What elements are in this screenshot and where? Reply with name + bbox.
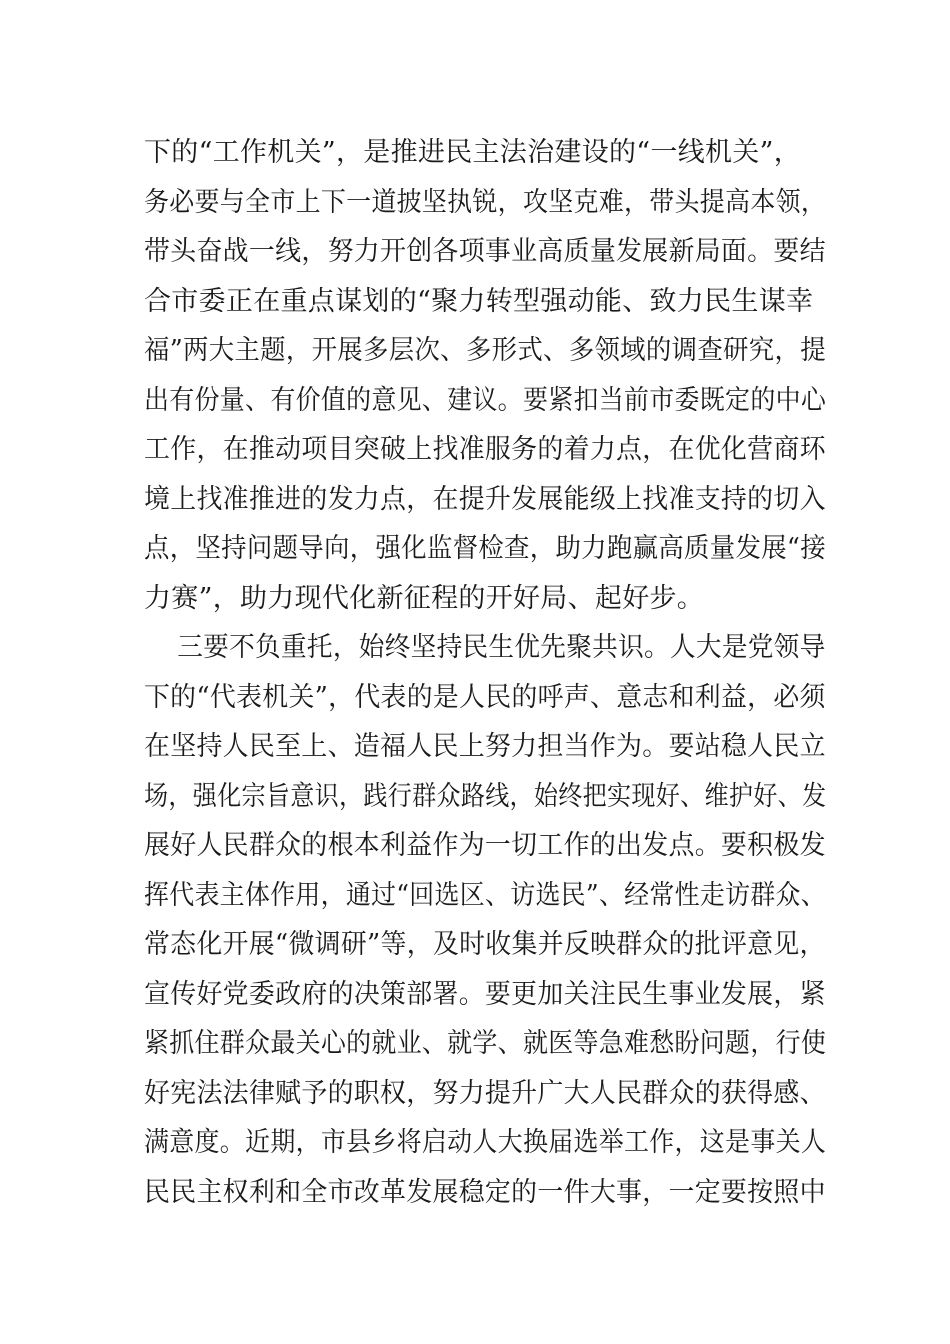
text-line: 满意度。近期，市县乡将启动人大换届选举工作，这是事关人	[144, 1127, 827, 1158]
text-line: 展好人民群众的根本利益作为一切工作的出发点。要积极发	[144, 830, 826, 861]
text-line: 常态化开展“微调研”等，及时收集并反映群众的批评意见，	[144, 929, 826, 960]
text-line: 带头奋战一线，努力开创各项事业高质量发展新局面。要结	[144, 236, 826, 267]
text-line: 民民主权利和全市改革发展稳定的一件大事，一定要按照中	[144, 1176, 826, 1208]
text-line: 下的“工作机关”，是推进民主法治建设的“一线机关”，	[144, 137, 802, 168]
text-line: 下的“代表机关”，代表的是人民的呼声、意志和利益，必须	[144, 681, 826, 713]
text-line: 福”两大主题，开展多层次、多形式、多领域的调查研究，提	[144, 335, 826, 366]
text-line: 宣传好党委政府的决策部署。要更加关注民生事业发展，紧	[144, 978, 826, 1010]
text-line: 出有份量、有价值的意见、建议。要紧扣当前市委既定的中心	[144, 384, 827, 416]
text-line: 紧抓住群众最关心的就业、就学、就医等急难愁盼问题，行使	[144, 1028, 827, 1059]
text-line: 挥代表主体作用，通过“回选区、访选民”、经常性走访群众、	[144, 879, 827, 911]
text-line: 好宪法法律赋予的职权，努力提升广大人民群众的获得感、	[144, 1077, 826, 1109]
paragraph-start-line: 三要不负重托，始终坚持民生优先聚共识。人大是党领导	[177, 632, 826, 663]
text-line: 力赛”，助力现代化新征程的开好局、起好步。	[144, 582, 705, 614]
text-line: 合市委正在重点谋划的“聚力转型强动能、致力民生谋幸	[144, 285, 814, 317]
text-line: 境上找准推进的发力点，在提升发展能级上找准支持的切入	[144, 483, 826, 515]
text-line: 务必要与全市上下一道披坚执锐，攻坚克难，带头提高本领，	[144, 186, 827, 218]
body-text	[144, 128, 827, 1217]
text-line: 点，坚持问题导向，强化监督检查，助力跑赢高质量发展“接	[144, 533, 826, 564]
text-line: 场，强化宗旨意识，践行群众路线，始终把实现好、维护好、发	[144, 780, 827, 812]
text-line: 在坚持人民至上、造福人民上努力担当作为。要站稳人民立	[144, 731, 826, 762]
text-line: 工作，在推动项目突破上找准服务的着力点，在优化营商环	[144, 434, 826, 465]
